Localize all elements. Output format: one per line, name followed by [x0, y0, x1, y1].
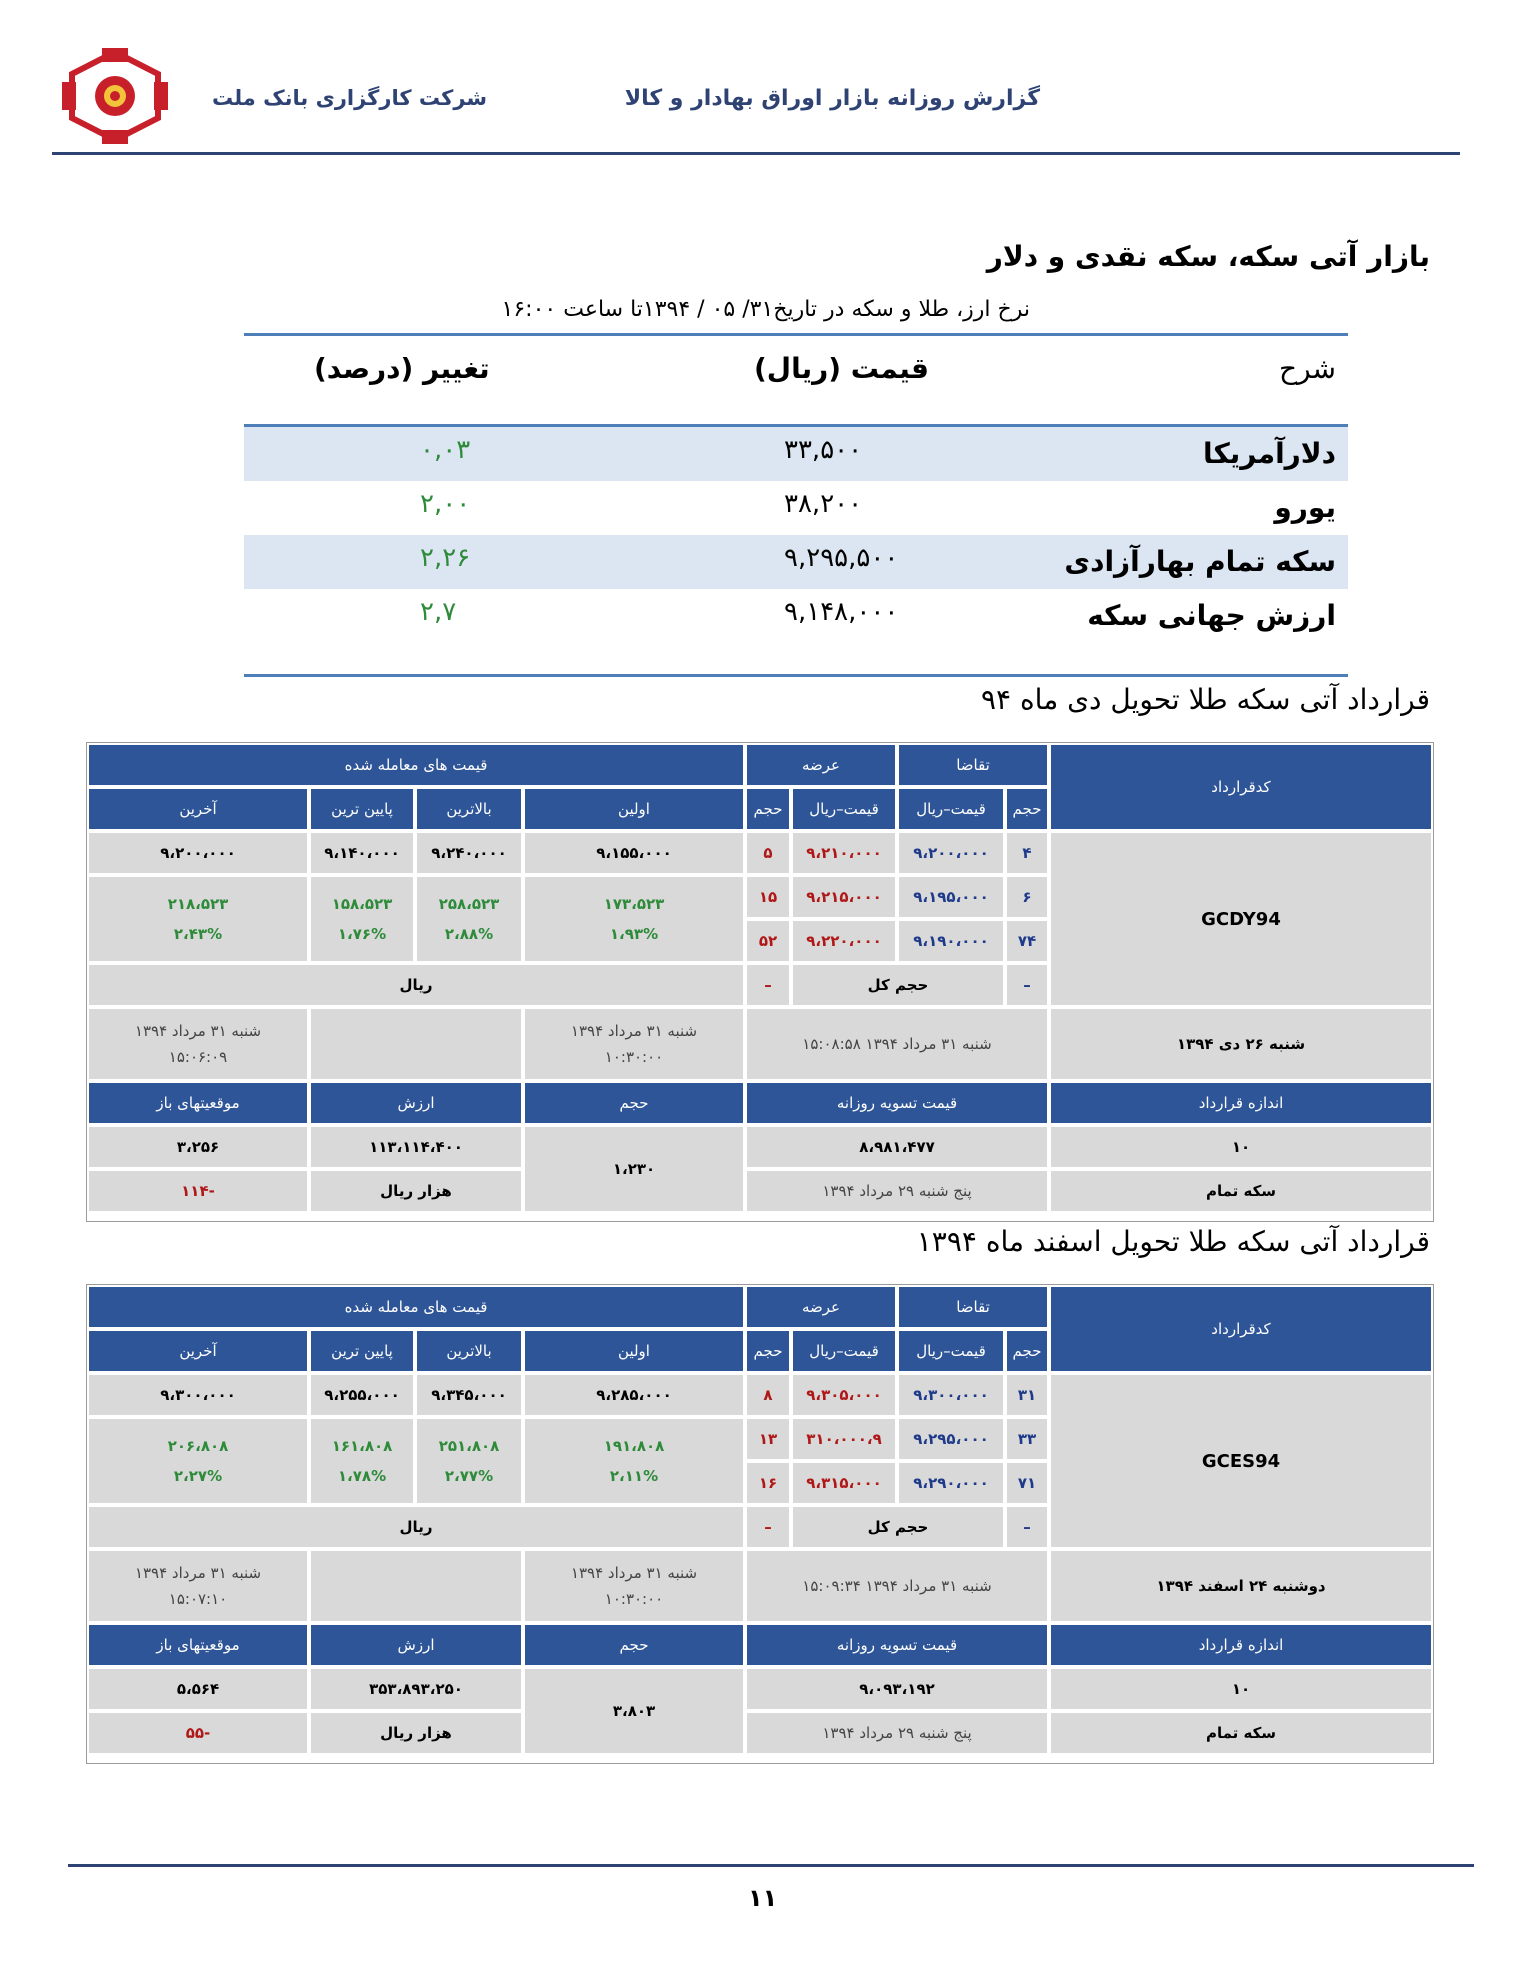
- first-change: [523, 1417, 745, 1505]
- offer-price: ۹،۳۰۵،۰۰۰: [791, 1373, 897, 1417]
- total-offer: –: [745, 1505, 791, 1549]
- demand-volume: ۷۴: [1005, 919, 1049, 963]
- header-open-positions: موقعیتهای باز: [87, 1623, 309, 1667]
- contract-title: قرارداد آتی سکه طلا تحویل دی ماه ۹۴: [981, 683, 1430, 716]
- contract-table-gces94: [86, 1284, 1434, 1764]
- demand-price: ۹،۲۹۵،۰۰۰: [897, 1417, 1005, 1461]
- demand-volume: ۶: [1005, 875, 1049, 919]
- header-offer: عرضه: [745, 743, 897, 787]
- contract-code: GCDY94: [1049, 831, 1433, 1007]
- offer-volume: ۱۶: [745, 1461, 791, 1505]
- header-contract-code: کدقرارداد: [1049, 1285, 1433, 1373]
- header-contract-size: اندازه قرارداد: [1049, 1623, 1433, 1667]
- offer-price: ۹،۲۲۰،۰۰۰: [791, 919, 897, 963]
- last-change: [87, 1417, 309, 1505]
- last-trade-clock: ۱۵:۰۶:۰۹: [168, 1048, 228, 1066]
- orders-time: شنبه ۳۱ مرداد ۱۳۹۴ ۱۵:۰۸:۵۸: [745, 1007, 1049, 1081]
- summary-row: [244, 535, 1348, 589]
- header-offer: عرضه: [745, 1285, 897, 1329]
- trade-volume: ۱،۲۳۰: [523, 1125, 745, 1213]
- header-open-positions: موقعیتهای باز: [87, 1081, 309, 1125]
- total-volume-label: حجم کل: [791, 963, 1005, 1007]
- footer-divider: [68, 1864, 1474, 1867]
- contract-table-gcdy94: [86, 742, 1434, 1222]
- row-price: ۹,۱۴۸,۰۰۰: [784, 597, 899, 627]
- header-demand-price: قیمت–ریال: [897, 1329, 1005, 1373]
- last-change: [87, 875, 309, 963]
- row-price: ۹,۲۹۵,۵۰۰: [784, 543, 899, 573]
- settlement-price: ۹،۰۹۳،۱۹۲: [745, 1667, 1049, 1711]
- summary-header-row: [244, 336, 1348, 424]
- offer-volume: ۸: [745, 1373, 791, 1417]
- highest-change-value: ۲۵۸،۵۲۳: [438, 895, 500, 913]
- summary-row: [244, 427, 1348, 481]
- contract-size: ۱۰: [1049, 1125, 1433, 1169]
- settlement-date: پنج شنبه ۲۹ مرداد ۱۳۹۴: [745, 1169, 1049, 1213]
- row-price: ۳۸,۲۰۰: [784, 489, 863, 519]
- lowest-price: ۹،۲۵۵،۰۰۰: [309, 1373, 415, 1417]
- header-traded-prices: قیمت های معامله شده: [87, 743, 745, 787]
- header-first: اولین: [523, 787, 745, 831]
- row-change: ۰,۰۳: [420, 435, 471, 465]
- last-trade-time: [87, 1007, 309, 1081]
- lowest-change: [309, 875, 415, 963]
- lowest-change-percent: ۱،۷۶%: [337, 925, 387, 943]
- lowest-change-value: ۱۵۸،۵۲۳: [331, 895, 393, 913]
- highest-change-percent: ۲،۷۷%: [444, 1467, 494, 1485]
- header-volume: حجم: [523, 1081, 745, 1125]
- page-number: ۱۱: [748, 1884, 778, 1912]
- row-change: ۲,۰۰: [420, 489, 471, 519]
- trade-value: ۱۱۳،۱۱۴،۴۰۰: [309, 1125, 523, 1169]
- row-desc: دلارآمریکا: [1203, 437, 1336, 470]
- header-offer-volume: حجم: [745, 787, 791, 831]
- mellat-bank-logo-icon: [62, 48, 168, 144]
- row-desc: یورو: [1274, 491, 1336, 524]
- first-trade-clock: ۱۰:۳۰:۰۰: [604, 1590, 664, 1608]
- total-demand: –: [1005, 1505, 1049, 1549]
- offer-price: ۹،۲۱۵،۰۰۰: [791, 875, 897, 919]
- row-price: ۳۳,۵۰۰: [784, 435, 863, 465]
- lowest-price: ۹،۱۴۰،۰۰۰: [309, 831, 415, 875]
- header-offer-price: قیمت–ریال: [791, 1329, 897, 1373]
- first-change-value: ۱۷۳،۵۲۳: [603, 895, 665, 913]
- first-trade-date: شنبه ۳۱ مرداد ۱۳۹۴: [570, 1022, 698, 1040]
- first-change: [523, 875, 745, 963]
- open-positions-change: -۱۱۴: [87, 1169, 309, 1213]
- highest-price: ۹،۳۴۵،۰۰۰: [415, 1373, 523, 1417]
- header-demand-price: قیمت–ریال: [897, 787, 1005, 831]
- open-positions: ۳،۲۵۶: [87, 1125, 309, 1169]
- offer-volume: ۵: [745, 831, 791, 875]
- last-trade-clock: ۱۵:۰۷:۱۰: [168, 1590, 228, 1608]
- header-volume: حجم: [523, 1623, 745, 1667]
- header-highest: بالاترین: [415, 1329, 523, 1373]
- last-trade-time: [87, 1549, 309, 1623]
- demand-price: ۹،۱۹۰،۰۰۰: [897, 919, 1005, 963]
- header-last: آخرین: [87, 787, 309, 831]
- first-trade-time: [523, 1007, 745, 1081]
- open-positions: ۵،۵۶۴: [87, 1667, 309, 1711]
- lowest-change-percent: ۱،۷۸%: [337, 1467, 387, 1485]
- currency-label: ریال: [87, 1505, 745, 1549]
- settlement-price: ۸،۹۸۱،۴۷۷: [745, 1125, 1049, 1169]
- last-change-percent: ۲،۲۷%: [173, 1467, 223, 1485]
- header-divider: [52, 152, 1460, 155]
- open-positions-change: -۵۵: [87, 1711, 309, 1755]
- first-change-percent: ۲،۱۱%: [609, 1467, 659, 1485]
- maturity-date: شنبه ۲۶ دی ۱۳۹۴: [1049, 1007, 1433, 1081]
- summary-row: [244, 589, 1348, 643]
- settlement-date: پنج شنبه ۲۹ مرداد ۱۳۹۴: [745, 1711, 1049, 1755]
- header-demand: تقاضا: [897, 743, 1049, 787]
- first-trade-time: [523, 1549, 745, 1623]
- value-unit: هزار ریال: [309, 1169, 523, 1213]
- contract-unit: سکه تمام: [1049, 1169, 1433, 1213]
- header-offer-price: قیمت–ریال: [791, 787, 897, 831]
- section-subtitle: نرخ ارز، طلا و سکه در تاریخ۳۱/ ۰۵ / ۱۳۹۴تا ساعت ۱۶:۰۰: [501, 297, 1030, 322]
- empty-cell: [309, 1007, 523, 1081]
- demand-price: ۹،۱۹۵،۰۰۰: [897, 875, 1005, 919]
- demand-volume: ۷۱: [1005, 1461, 1049, 1505]
- offer-price: ۹،۲۱۰،۰۰۰: [791, 831, 897, 875]
- total-offer: –: [745, 963, 791, 1007]
- last-change-percent: ۲،۴۳%: [173, 925, 223, 943]
- summary-header-change: تغییر (درصد): [314, 352, 490, 385]
- last-trade-date: شنبه ۳۱ مرداد ۱۳۹۴: [134, 1022, 262, 1040]
- first-trade-clock: ۱۰:۳۰:۰۰: [604, 1048, 664, 1066]
- highest-change: [415, 875, 523, 963]
- summary-header-desc: شرح: [1279, 352, 1336, 385]
- header-offer-volume: حجم: [745, 1329, 791, 1373]
- total-demand: –: [1005, 963, 1049, 1007]
- header-demand-volume: حجم: [1005, 787, 1049, 831]
- contract-code: GCES94: [1049, 1373, 1433, 1549]
- header-highest: بالاترین: [415, 787, 523, 831]
- trade-volume: ۳،۸۰۳: [523, 1667, 745, 1755]
- currency-label: ریال: [87, 963, 745, 1007]
- summary-header-price: قیمت (ریال): [754, 352, 929, 385]
- contract-size: ۱۰: [1049, 1667, 1433, 1711]
- lowest-change-value: ۱۶۱،۸۰۸: [331, 1437, 393, 1455]
- last-change-value: ۲۰۶،۸۰۸: [167, 1437, 229, 1455]
- header-demand: تقاضا: [897, 1285, 1049, 1329]
- header-traded-prices: قیمت های معامله شده: [87, 1285, 745, 1329]
- highest-price: ۹،۲۴۰،۰۰۰: [415, 831, 523, 875]
- last-change-value: ۲۱۸،۵۲۳: [167, 895, 229, 913]
- report-title: گزارش روزانه بازار اوراق بهادار و کالا: [624, 86, 1040, 111]
- value-unit: هزار ریال: [309, 1711, 523, 1755]
- header-daily-settlement: قیمت تسویه روزانه: [745, 1081, 1049, 1125]
- last-trade-date: شنبه ۳۱ مرداد ۱۳۹۴: [134, 1564, 262, 1582]
- trade-value: ۳۵۳،۸۹۳،۲۵۰: [309, 1667, 523, 1711]
- offer-price: ۹،۳۱۵،۰۰۰: [791, 1461, 897, 1505]
- demand-price: ۹،۳۰۰،۰۰۰: [897, 1373, 1005, 1417]
- offer-volume: ۵۲: [745, 919, 791, 963]
- header-first: اولین: [523, 1329, 745, 1373]
- header-demand-volume: حجم: [1005, 1329, 1049, 1373]
- first-price: ۹،۲۸۵،۰۰۰: [523, 1373, 745, 1417]
- orders-time: شنبه ۳۱ مرداد ۱۳۹۴ ۱۵:۰۹:۳۴: [745, 1549, 1049, 1623]
- highest-change-percent: ۲،۸۸%: [444, 925, 494, 943]
- row-change: ۲,۷: [420, 597, 457, 627]
- summary-row: [244, 481, 1348, 535]
- header-value: ارزش: [309, 1081, 523, 1125]
- demand-volume: ۴: [1005, 831, 1049, 875]
- last-price: ۹،۳۰۰،۰۰۰: [87, 1373, 309, 1417]
- first-price: ۹،۱۵۵،۰۰۰: [523, 831, 745, 875]
- header-contract-size: اندازه قرارداد: [1049, 1081, 1433, 1125]
- total-volume-label: حجم کل: [791, 1505, 1005, 1549]
- empty-cell: [309, 1549, 523, 1623]
- row-change: ۲,۲۶: [420, 543, 471, 573]
- offer-volume: ۱۳: [745, 1417, 791, 1461]
- first-trade-date: شنبه ۳۱ مرداد ۱۳۹۴: [570, 1564, 698, 1582]
- demand-volume: ۳۱: [1005, 1373, 1049, 1417]
- header-daily-settlement: قیمت تسویه روزانه: [745, 1623, 1049, 1667]
- header-value: ارزش: [309, 1623, 523, 1667]
- header-lowest: پایین ترین: [309, 787, 415, 831]
- row-desc: ارزش جهانی سکه: [1087, 599, 1336, 632]
- header-lowest: پایین ترین: [309, 1329, 415, 1373]
- header-contract-code: کدقرارداد: [1049, 743, 1433, 831]
- first-change-value: ۱۹۱،۸۰۸: [603, 1437, 665, 1455]
- row-desc: سکه تمام بهارآزادی: [1064, 545, 1336, 578]
- header-last: آخرین: [87, 1329, 309, 1373]
- highest-change-value: ۲۵۱،۸۰۸: [438, 1437, 500, 1455]
- last-price: ۹،۲۰۰،۰۰۰: [87, 831, 309, 875]
- contract-unit: سکه تمام: [1049, 1711, 1433, 1755]
- section-title: بازار آتی سکه، سکه نقدی و دلار: [986, 240, 1430, 273]
- lowest-change: [309, 1417, 415, 1505]
- demand-volume: ۳۳: [1005, 1417, 1049, 1461]
- maturity-date: دوشنبه ۲۴ اسفند ۱۳۹۴: [1049, 1549, 1433, 1623]
- demand-price: ۹،۲۰۰،۰۰۰: [897, 831, 1005, 875]
- offer-volume: ۱۵: [745, 875, 791, 919]
- summary-table: [244, 333, 1348, 677]
- contract-title: قرارداد آتی سکه طلا تحویل اسفند ماه ۱۳۹۴: [916, 1225, 1430, 1258]
- highest-change: [415, 1417, 523, 1505]
- demand-price: ۹،۲۹۰،۰۰۰: [897, 1461, 1005, 1505]
- first-change-percent: ۱،۹۳%: [609, 925, 659, 943]
- offer-price: ۳۱۰،۰۰۰،۹: [791, 1417, 897, 1461]
- company-name: شرکت کارگزاری بانک ملت: [212, 86, 488, 110]
